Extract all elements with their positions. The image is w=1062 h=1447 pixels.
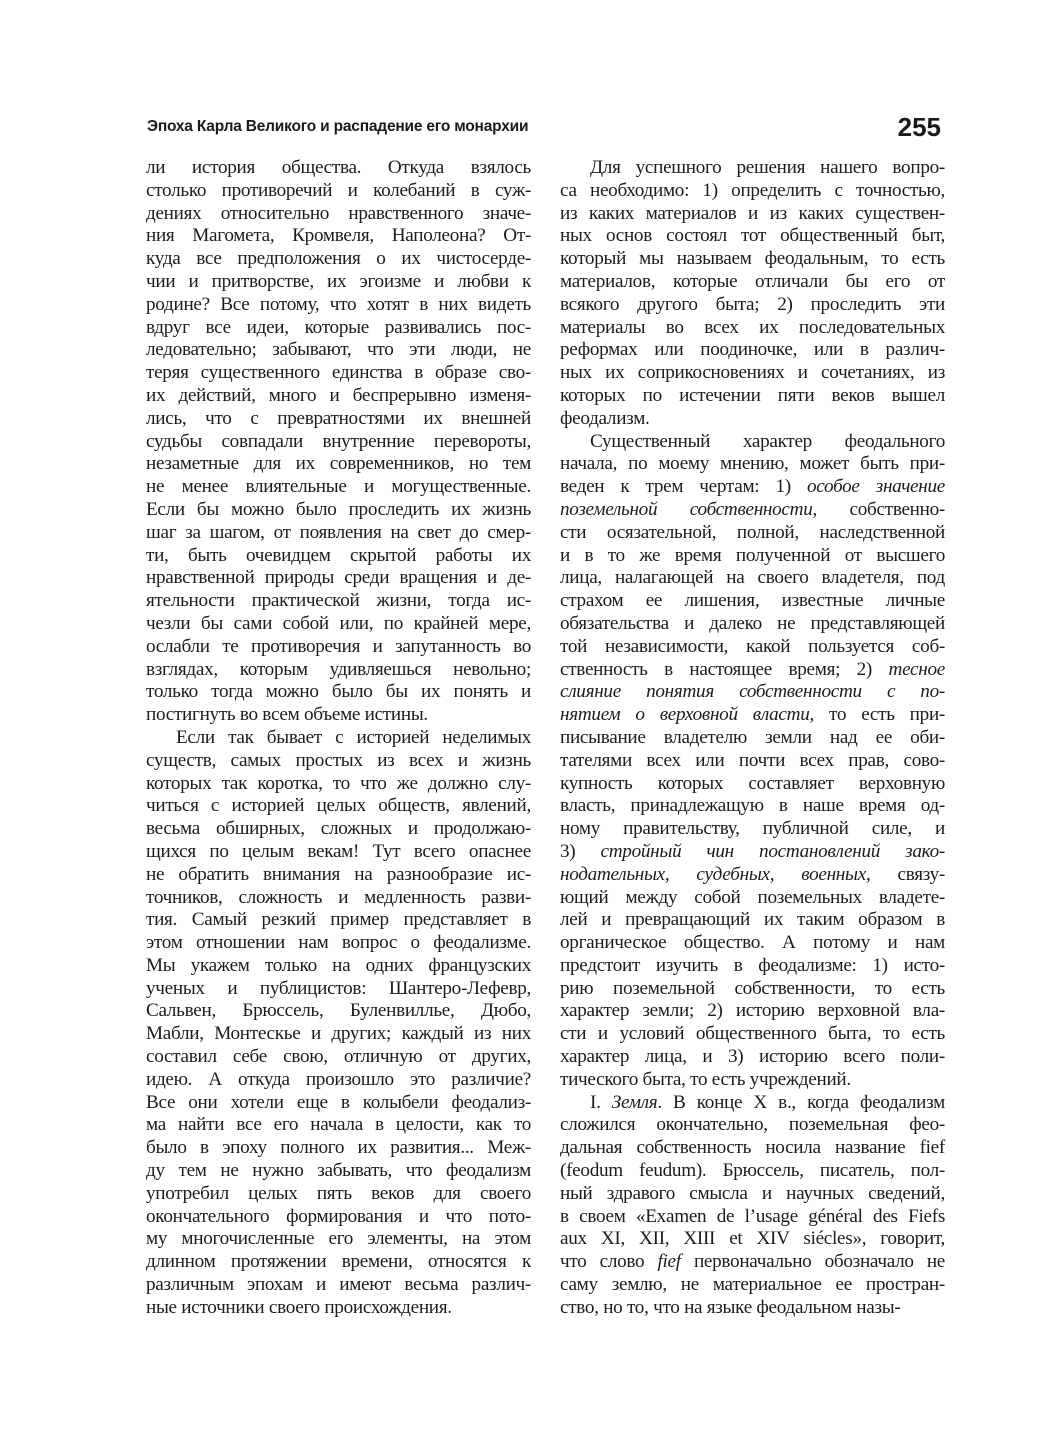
left-column: [146, 157, 531, 1320]
text-line: [560, 317, 945, 340]
text-line: [146, 1046, 531, 1069]
text-line: [560, 1092, 945, 1115]
text-line: [560, 157, 945, 180]
text-segment: рию поземельной собственности, то есть: [560, 977, 945, 999]
text-line: [146, 750, 531, 773]
text-line: [146, 1228, 531, 1251]
text-line: [560, 1137, 945, 1160]
text-line: [146, 362, 531, 385]
italic-text: стройный чин постановлений зако-: [600, 840, 945, 862]
italic-text: особое значение: [806, 476, 945, 498]
text-line: [146, 909, 531, 932]
text-segment: ные источники своего происхождения.: [146, 1296, 452, 1318]
text-line: [146, 317, 531, 340]
italic-text: поземельной собственности: [560, 498, 813, 520]
text-segment: ному правительству, публичной силе, и: [560, 818, 945, 840]
text-line: [560, 476, 945, 499]
text-segment: которых по истечении пяти веков вышел: [560, 384, 945, 406]
text-segment: тия. Самый резкий пример представляет в: [146, 909, 531, 931]
text-segment: который мы называем феодальным, то есть: [560, 248, 945, 270]
text-line: [146, 1023, 531, 1046]
text-segment: взглядах, которым удивляешься невольно;: [146, 658, 531, 680]
text-line: [560, 773, 945, 796]
text-line: [146, 841, 531, 864]
text-line: [146, 955, 531, 978]
text-line: [146, 659, 531, 682]
text-segment: вдруг все идеи, которые развивались пос-: [146, 316, 531, 338]
text-line: [560, 1251, 945, 1274]
text-segment: лица, налагающей на своего владетеля, под: [560, 567, 945, 589]
text-line: [146, 248, 531, 271]
text-line: [560, 864, 945, 887]
text-line: [146, 545, 531, 568]
text-segment: страхом ее лишения, известные личные: [560, 590, 945, 612]
text-line: [560, 887, 945, 910]
text-line: [560, 978, 945, 1001]
text-line: [560, 613, 945, 636]
text-line: [560, 659, 945, 682]
text-segment: ослабли те противоречия и запутанность во: [146, 635, 531, 657]
text-segment: чезли бы сами собой или, по крайней мере,: [146, 612, 531, 634]
text-segment: 3): [560, 840, 601, 862]
text-segment: ду тем не нужно забывать, что феодализм: [146, 1160, 531, 1182]
text-line: [146, 385, 531, 408]
text-line: [560, 1297, 945, 1320]
text-segment: и в то же время полученной от высшего: [560, 544, 945, 566]
text-line: [560, 909, 945, 932]
text-line: [146, 499, 531, 522]
text-segment: нравственной природы среди вращения и де-: [146, 567, 531, 589]
text-segment: му многочисленные его элементы, на этом: [146, 1228, 531, 1250]
text-line: [560, 431, 945, 454]
text-line: [560, 795, 945, 818]
text-line: [560, 1046, 945, 1069]
text-line: [146, 203, 531, 226]
text-line: [146, 294, 531, 317]
text-segment: щихся по целым векам! Тут всего опаснее: [146, 840, 531, 862]
text-line: [146, 431, 531, 454]
text-line: [560, 1228, 945, 1251]
text-line: [560, 590, 945, 613]
text-segment: судьбы совпадали внутренние перевороты,: [146, 430, 531, 452]
text-line: [146, 727, 531, 750]
text-segment: начала, по моему мнению, может быть при-: [560, 453, 945, 475]
italic-text: тесное: [888, 658, 945, 680]
text-line: [146, 522, 531, 545]
text-segment: лей и превращающий их таким образом в: [560, 909, 945, 931]
text-segment: Существенный характер феодального: [590, 430, 945, 452]
text-segment: ятельности практической жизни, тогда ис-: [146, 590, 531, 612]
text-line: [560, 1114, 945, 1137]
text-segment: феодализм.: [560, 407, 650, 429]
text-line: [560, 681, 945, 704]
text-line: [146, 818, 531, 841]
text-segment: длинном протяжении времени, относятся к: [146, 1251, 531, 1273]
text-segment: предстоит изучить в феодализме: 1) исто-: [560, 954, 945, 976]
text-segment: всякого другого быта; 2) проследить эти: [560, 293, 945, 315]
text-segment: ственность в настоящее время; 2): [560, 658, 889, 680]
text-line: [560, 339, 945, 362]
text-line: [146, 864, 531, 887]
text-line: [560, 294, 945, 317]
text-segment: реформах или поодиночке, или в различ-: [560, 339, 945, 361]
text-segment: постигнуть во всем объеме истины.: [146, 704, 428, 726]
text-segment: Мы укажем только на одних французских: [146, 954, 531, 976]
text-segment: тического быта, то есть учреждений.: [560, 1068, 851, 1090]
text-segment: дальная собственность носила название fief: [560, 1137, 945, 1159]
text-line: [560, 636, 945, 659]
text-line: [560, 841, 945, 864]
text-line: [560, 453, 945, 476]
text-segment: было в эпоху полного их развития... Меж-: [146, 1137, 531, 1159]
text-line: [146, 271, 531, 294]
text-line: [146, 1183, 531, 1206]
running-title: Эпоха Карла Великого и распадение его монархии: [147, 118, 529, 135]
text-segment: , собственно-: [812, 498, 946, 520]
text-line: [560, 567, 945, 590]
text-segment: только тогда можно было бы их понять и: [146, 681, 531, 703]
text-segment: веден к трем чертам: 1): [560, 476, 807, 498]
text-segment: Мабли, Монтескье и других; каждый из них: [146, 1023, 531, 1045]
text-segment: составил себе свою, отличную от других,: [146, 1046, 531, 1068]
text-line: [560, 248, 945, 271]
text-segment: употребил целых пять веков для своего: [146, 1182, 531, 1204]
text-segment: этом отношении нам вопрос о феодализме.: [146, 932, 531, 954]
text-line: [146, 476, 531, 499]
text-segment: читься с историей целых обществ, явлений,: [146, 795, 531, 817]
text-line: [146, 590, 531, 613]
text-line: [560, 1183, 945, 1206]
text-line: [560, 750, 945, 773]
text-segment: обязательства и далеко не представляющей: [560, 612, 945, 634]
text-segment: органическое общество. А потому и нам: [560, 932, 945, 954]
text-segment: ли история общества. Откуда взялось: [146, 157, 531, 178]
text-line: [560, 818, 945, 841]
text-line: [560, 362, 945, 385]
text-line: [146, 636, 531, 659]
text-segment: ния Магомета, Кромвеля, Наполеона? От-: [146, 225, 531, 247]
text-line: [560, 180, 945, 203]
text-line: [146, 932, 531, 955]
text-segment: не обратить внимания на разнообразие ис-: [146, 863, 531, 885]
text-segment: писывание владетелю земли над ее оби-: [560, 726, 945, 748]
text-line: [146, 1069, 531, 1092]
text-segment: в своем «Examen de l’usage général des Fiefs: [560, 1205, 945, 1227]
text-line: [146, 978, 531, 1001]
text-line: [146, 157, 531, 180]
text-segment: различным эпохам и имеют весьма различ-: [146, 1274, 531, 1296]
text-segment: не менее влиятельные и могущественные.: [146, 476, 531, 498]
text-line: [146, 225, 531, 248]
text-segment: теряя существенного единства в образе сво-: [146, 362, 531, 384]
text-line: [560, 1274, 945, 1297]
text-segment: ных основ состоял тот общественный быт,: [560, 225, 945, 247]
text-segment: I.: [590, 1091, 612, 1113]
text-segment: куда все предположения о их чистосерде-: [146, 248, 531, 270]
italic-text: fief: [657, 1251, 681, 1273]
text-line: [560, 499, 945, 522]
text-segment: ма найти все его начала в целости, как то: [146, 1114, 531, 1136]
text-line: [560, 955, 945, 978]
text-line: [146, 773, 531, 796]
text-segment: сложился окончательно, поземельная фео-: [560, 1114, 945, 1136]
text-line: [146, 567, 531, 590]
text-line: [560, 271, 945, 294]
text-line: [560, 932, 945, 955]
italic-text: слияние понятия собственности с по-: [560, 681, 945, 703]
text-segment: характер земли; 2) историю верховной вла-: [560, 1000, 945, 1022]
text-line: [146, 1137, 531, 1160]
text-segment: Все они хотели еще в колыбели феодализ-: [146, 1091, 531, 1113]
text-segment: сти и условий общественного быта, то есть: [560, 1023, 945, 1045]
text-line: [560, 408, 945, 431]
text-segment: шаг за шагом, от появления на свет до смер-: [146, 521, 531, 543]
text-line: [560, 385, 945, 408]
text-segment: ных их соприкосновениях и сочетаниях, из: [560, 362, 945, 384]
text-segment: той независимости, какой пользуется соб-: [560, 635, 945, 657]
text-line: [146, 795, 531, 818]
text-segment: дениях относительно нравственного значе-: [146, 202, 531, 224]
text-line: [560, 545, 945, 568]
text-line: [560, 1069, 945, 1092]
text-segment: ный здравого смысла и научных сведений,: [560, 1182, 945, 1204]
text-line: [146, 180, 531, 203]
text-segment: существ, самых простых из всех и жизнь: [146, 749, 531, 771]
text-segment: точников, сложность и медленность разви-: [146, 886, 531, 908]
italic-text: Земля: [611, 1091, 658, 1113]
text-line: [560, 522, 945, 545]
text-segment: aux XI, XII, XIII et XIV siécles», говорит,: [560, 1228, 945, 1250]
page-number: 255: [897, 112, 941, 142]
text-segment: которых так коротка, то что же должно слу-: [146, 772, 531, 794]
text-segment: Для успешного решения нашего вопро-: [590, 157, 945, 178]
text-line: [146, 1114, 531, 1137]
text-segment: ство, но то, что на языке феодальном назы-: [560, 1296, 901, 1318]
text-segment: (feodum feudum). Брюссель, писатель, пол-: [560, 1160, 945, 1182]
text-line: [146, 408, 531, 431]
text-segment: характер лица, и 3) историю всего поли-: [560, 1046, 945, 1068]
text-line: [146, 1206, 531, 1229]
text-segment: ученых и публицистов: Шантеро-Лефевр,: [146, 977, 531, 999]
text-line: [146, 1000, 531, 1023]
text-segment: ти, быть очевидцем скрытой работы их: [146, 544, 531, 566]
text-segment: . В конце X в., когда феодализм: [657, 1091, 945, 1113]
text-line: [146, 339, 531, 362]
text-line: [146, 887, 531, 910]
text-segment: Если так бывает с историей неделимых: [176, 726, 531, 748]
text-line: [146, 704, 531, 727]
text-line: [560, 203, 945, 226]
text-segment: саму землю, не материальное ее простран-: [560, 1274, 945, 1296]
text-line: [560, 727, 945, 750]
text-line: [146, 1297, 531, 1320]
text-line: [146, 613, 531, 636]
text-segment: тателями всех или почти всех прав, сово-: [560, 749, 945, 771]
text-segment: весьма обширных, сложных и продолжаю-: [146, 818, 531, 840]
text-segment: их действий, много и беспрерывно изменя-: [146, 384, 531, 406]
text-segment: ющий между собой поземельных владете-: [560, 886, 945, 908]
text-line: [560, 1023, 945, 1046]
text-line: [146, 1160, 531, 1183]
text-segment: ледовательно; забывают, что эти люди, не: [146, 339, 531, 361]
text-segment: власть, принадлежащую в наше время од-: [560, 795, 945, 817]
text-segment: лись, что с превратностями их внешней: [146, 407, 531, 429]
text-segment: первоначально обозначало не: [680, 1251, 946, 1273]
text-segment: , связу-: [865, 863, 945, 885]
text-segment: Сальвен, Брюссель, Буленвиллье, Дюбо,: [146, 1000, 531, 1022]
text-line: [146, 1274, 531, 1297]
text-segment: Если бы можно было проследить их жизнь: [146, 498, 531, 520]
text-segment: купность которых составляет верховную: [560, 772, 945, 794]
text-segment: что слово: [560, 1251, 658, 1273]
text-segment: столько противоречий и колебаний в суж-: [146, 179, 531, 201]
text-segment: , то есть при-: [809, 704, 945, 726]
text-line: [146, 453, 531, 476]
text-segment: чии и притворстве, их эгоизме и любви к: [146, 270, 531, 292]
text-line: [146, 1092, 531, 1115]
text-line: [146, 681, 531, 704]
text-segment: са необходимо: 1) определить с точностью,: [560, 179, 945, 201]
text-line: [560, 1206, 945, 1229]
text-segment: сти осязательной, полной, наследственной: [560, 521, 945, 543]
text-segment: окончательного формирования и что пото-: [146, 1205, 531, 1227]
italic-text: нятием о верховной власти: [560, 704, 810, 726]
text-segment: материалов, которые отличали бы его от: [560, 270, 945, 292]
text-segment: из каких материалов и из каких существен-: [560, 202, 945, 224]
text-line: [146, 1251, 531, 1274]
right-column: [560, 157, 945, 1320]
text-line: [560, 704, 945, 727]
text-segment: незаметные для их современников, но тем: [146, 453, 531, 475]
text-line: [560, 225, 945, 248]
text-segment: идею. А откуда произошло это различие?: [146, 1068, 531, 1090]
text-segment: родине? Все потому, что хотят в них видеть: [146, 293, 531, 315]
text-line: [560, 1160, 945, 1183]
italic-text: нодательных, судебных, военных: [560, 863, 866, 885]
text-segment: материалы во всех их последовательных: [560, 316, 945, 338]
text-line: [560, 1000, 945, 1023]
